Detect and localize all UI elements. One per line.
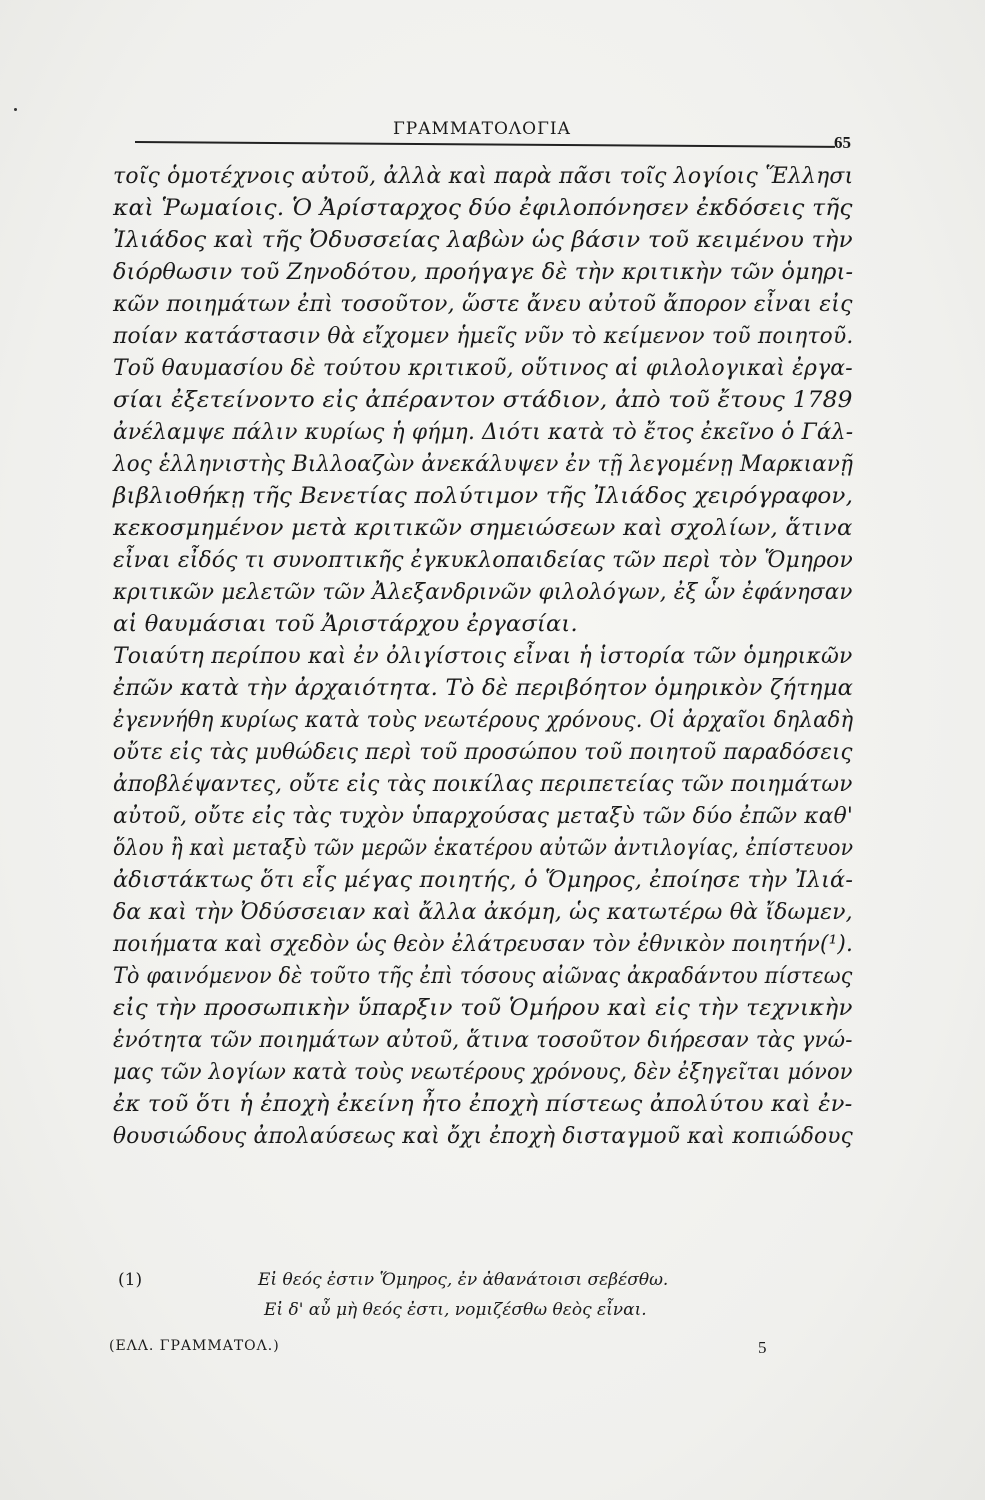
footnote-marker: (1)	[118, 1270, 143, 1290]
text-line: ὅλου ἢ καὶ μεταξὺ τῶν μερῶν ἑκατέρου αὐτῶν ἀντιλογίας, ἐπίστευον	[113, 835, 854, 861]
text-line: ποιήματα καὶ σχεδὸν ὡς θεὸν ἐλάτρευσαν τὸν ἐθνικὸν ποιητήν(¹).	[113, 931, 854, 957]
text-line: τοῖς ὁμοτέχνοις αὐτοῦ, ἀλλὰ καὶ παρὰ πᾶσι τοῖς λογίοις Ἕλλησι	[113, 163, 854, 189]
footnote-verse-2: Εἰ δ' αὖ μὴ θεός ἐστι, νομιζέσθω θεὸς εἶναι.	[264, 1300, 647, 1320]
footnote-line	[118, 1296, 838, 1326]
running-title: ΓΡΑΜΜΑΤΟΛΟΓΙΑ	[393, 119, 571, 139]
text-line: εἰς τὴν προσωπικὴν ὕπαρξιν τοῦ Ὁμήρου καὶ εἰς τὴν τεχνικὴν	[113, 995, 853, 1021]
text-line: κεκοσμημένον μετὰ κριτικῶν σημειώσεων καὶ σχολίων, ἅτινα	[113, 515, 853, 541]
text-line: Τοιαύτη περίπου καὶ ἐν ὀλιγίστοις εἶναι ἡ ἱστορία τῶν ὁμηρικῶν	[113, 643, 853, 669]
text-line: ἐκ τοῦ ὅτι ἡ ἐποχὴ ἐκείνη ἦτο ἐποχὴ πίστεως ἀπολύτου καὶ ἐν-	[113, 1091, 853, 1117]
text-line: ἑνότητα τῶν ποιημάτων αὐτοῦ, ἅτινα τοσοῦτον διήρεσαν τὰς γνώ-	[113, 1027, 853, 1053]
text-line: ἀποβλέψαντες, οὔτε εἰς τὰς ποικίλας περιπετείας τῶν ποιημάτων	[113, 771, 853, 797]
footnote-verse-1: Εἰ θεός ἐστιν Ὅμηρος, ἐν ἀθανάτοισι σεβέσθω.	[258, 1270, 669, 1290]
text-line: Ἰλιάδος καὶ τῆς Ὀδυσσείας λαβὼν ὡς βάσιν τοῦ κειμένου τὴν	[113, 227, 853, 253]
text-line: σίαι ἐξετείνοντο εἰς ἀπέραντον στάδιον, ἀπὸ τοῦ ἔτους 1789	[113, 387, 853, 413]
footnotes	[118, 1266, 838, 1326]
text-line: ἀδιστάκτως ὅτι εἷς μέγας ποιητής, ὁ Ὅμηρος, ἐποίησε τὴν Ἰλιά-	[113, 867, 854, 893]
text-line: Τοῦ θαυμασίου δὲ τούτου κριτικοῦ, οὕτινος αἱ φιλολογικαὶ ἐργα-	[113, 355, 853, 381]
page-number: 65	[834, 133, 851, 152]
text-line: βιβλιοθήκῃ τῆς Βενετίας πολύτιμον τῆς Ἰλιάδος χειρόγραφον,	[113, 483, 854, 509]
text-line: Τὸ φαινόμενον δὲ τοῦτο τῆς ἐπὶ τόσους αἰῶνας ἀκραδάντου πίστεως	[113, 963, 853, 989]
text-line: ποίαν κατάστασιν θὰ εἴχομεν ἡμεῖς νῦν τὸ κείμενον τοῦ ποιητοῦ.	[113, 323, 854, 349]
text-line: ἀνέλαμψε πάλιν κυρίως ἡ φήμη. Διότι κατὰ τὸ ἔτος ἐκεῖνο ὁ Γάλ-	[113, 419, 854, 445]
text-line: διόρθωσιν τοῦ Ζηνοδότου, προήγαγε δὲ τὴν κριτικὴν τῶν ὁμηρι-	[113, 259, 854, 285]
ink-speck	[14, 108, 17, 111]
text-line: οὔτε εἰς τὰς μυθώδεις περὶ τοῦ προσώπου τοῦ ποιητοῦ παραδόσεις	[113, 739, 853, 765]
footnote-line	[118, 1266, 838, 1296]
text-line: μας τῶν λογίων κατὰ τοὺς νεωτέρους χρόνους, δὲν ἐξηγεῖται μόνον	[113, 1059, 853, 1085]
signature-number: 5	[758, 1338, 767, 1357]
text-line: ἐγεννήθη κυρίως κατὰ τοὺς νεωτέρους χρόνους. Οἱ ἀρχαῖοι δηλαδὴ	[113, 707, 854, 733]
text-line: αὐτοῦ, οὔτε εἰς τὰς τυχὸν ὑπαρχούσας μεταξὺ τῶν δύο ἐπῶν καθ'	[113, 803, 854, 829]
text-line: αἱ θαυμάσιαι τοῦ Ἀριστάρχου ἐργασίαι.	[113, 611, 578, 637]
text-line: κριτικῶν μελετῶν τῶν Ἀλεξανδρινῶν φιλολόγων, ἐξ ὧν ἐφάνησαν	[113, 579, 853, 605]
text-line: κῶν ποιημάτων ἐπὶ τοσοῦτον, ὥστε ἄνευ αὐτοῦ ἄπορον εἶναι εἰς	[113, 291, 853, 317]
text-line: εἶναι εἶδός τι συνοπτικῆς ἐγκυκλοπαιδείας τῶν περὶ τὸν Ὅμηρον	[113, 547, 853, 573]
text-line: θουσιώδους ἀπολαύσεως καὶ ὄχι ἐποχὴ δισταγμοῦ καὶ κοπιώδους	[113, 1123, 853, 1149]
text-line: λος ἑλληνιστὴς Βιλλοαζὼν ἀνεκάλυψεν ἐν τῇ λεγομένῃ Μαρκιανῇ	[113, 451, 854, 477]
text-line: ἐπῶν κατὰ τὴν ἀρχαιότητα. Τὸ δὲ περιβόητον ὁμηρικὸν ζήτημα	[113, 675, 854, 701]
body-text	[113, 160, 853, 1152]
signature-mark: (ΕΛΛ. ΓΡΑΜΜΑΤΟΛ.)	[109, 1338, 280, 1354]
page-header	[135, 115, 855, 155]
header-rule	[135, 141, 835, 147]
text-line: καὶ Ῥωμαίοις. Ὁ Ἀρίσταρχος δύο ἐφιλοπόνησεν ἐκδόσεις τῆς	[113, 195, 853, 221]
text-line: δα καὶ τὴν Ὀδύσσειαν καὶ ἄλλα ἀκόμη, ὡς κατωτέρω θὰ ἴδωμεν,	[113, 899, 853, 925]
